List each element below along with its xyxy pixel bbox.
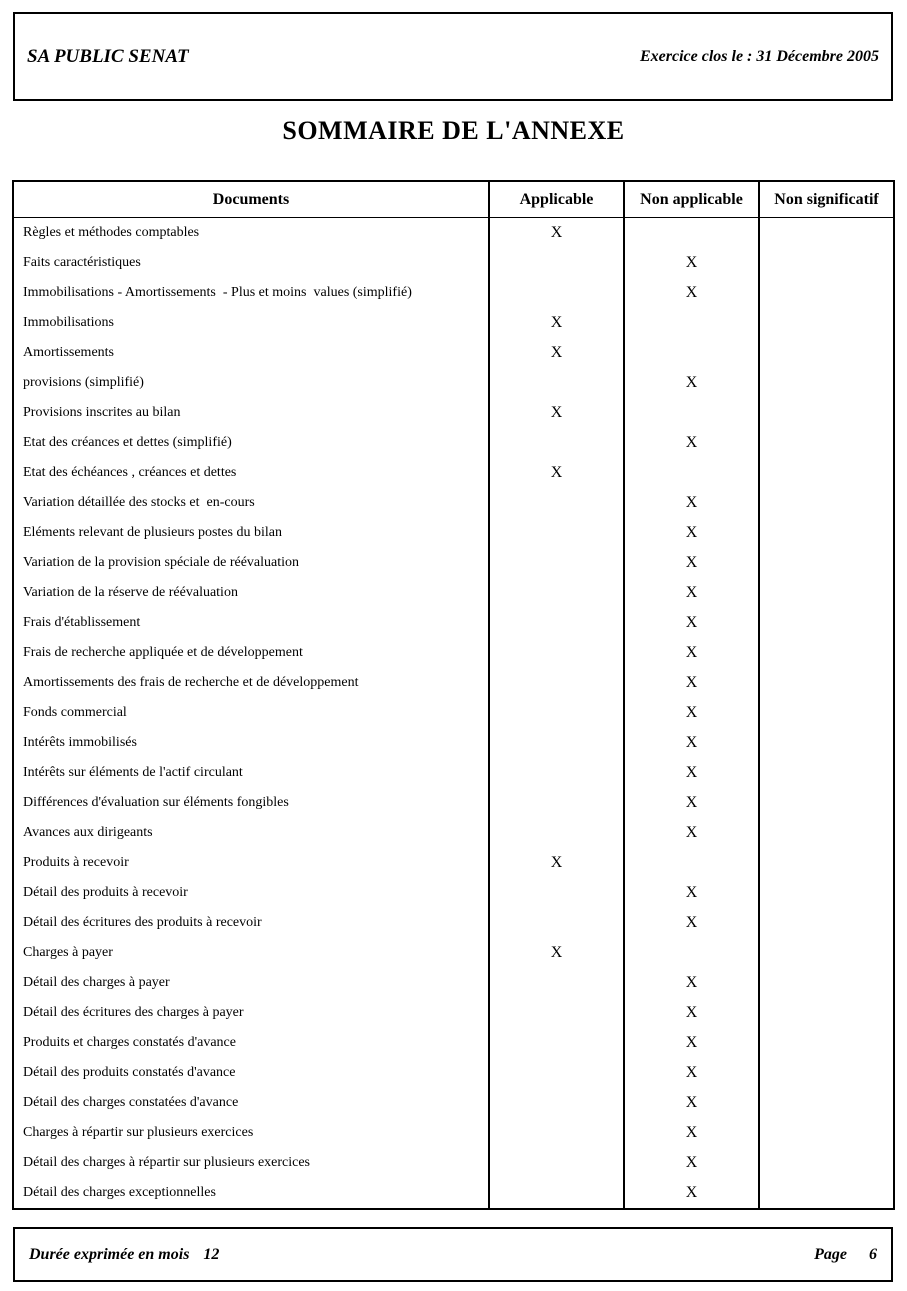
non-significatif-cell bbox=[759, 638, 894, 668]
duration-info bbox=[29, 1246, 219, 1264]
document-cell: Frais d'établissement bbox=[23, 615, 141, 630]
document-cell: Variation de la réserve de réévaluation bbox=[23, 585, 238, 600]
document-cell: Immobilisations bbox=[23, 315, 114, 330]
non-applicable-cell: X bbox=[624, 1178, 759, 1209]
applicable-cell bbox=[489, 1178, 624, 1209]
non-significatif-cell bbox=[759, 728, 894, 758]
applicable-cell bbox=[489, 818, 624, 848]
document-cell: Provisions inscrites au bilan bbox=[23, 405, 181, 420]
table-row bbox=[13, 428, 894, 458]
non-applicable-cell: X bbox=[624, 698, 759, 728]
non-applicable-cell: X bbox=[624, 788, 759, 818]
non-significatif-cell bbox=[759, 908, 894, 938]
duration-value: 12 bbox=[203, 1245, 220, 1263]
table-row bbox=[13, 1148, 894, 1178]
document-cell: Détail des écritures des charges à payer bbox=[23, 1005, 244, 1020]
non-applicable-cell bbox=[624, 848, 759, 878]
non-applicable-cell: X bbox=[624, 968, 759, 998]
summary-table bbox=[12, 180, 895, 1210]
table-row bbox=[13, 668, 894, 698]
applicable-cell bbox=[489, 488, 624, 518]
table-row bbox=[13, 248, 894, 278]
company-name: SA PUBLIC SENAT bbox=[27, 45, 189, 67]
non-applicable-cell: X bbox=[624, 1058, 759, 1088]
document-cell: Détail des charges à payer bbox=[23, 975, 170, 990]
non-significatif-cell bbox=[759, 428, 894, 458]
page-title: SOMMAIRE DE L'ANNEXE bbox=[282, 116, 625, 145]
non-applicable-cell: X bbox=[624, 578, 759, 608]
non-applicable-cell: X bbox=[624, 638, 759, 668]
non-significatif-cell bbox=[759, 758, 894, 788]
non-significatif-cell bbox=[759, 698, 894, 728]
non-applicable-cell: X bbox=[624, 518, 759, 548]
document-cell: Variation détaillée des stocks et en-cours bbox=[23, 495, 255, 510]
non-applicable-cell: X bbox=[624, 428, 759, 458]
document-cell: Détail des produits à recevoir bbox=[23, 885, 188, 900]
non-applicable-cell bbox=[624, 938, 759, 968]
non-applicable-cell: X bbox=[624, 368, 759, 398]
document-cell: Amortissements des frais de recherche et de développement bbox=[23, 675, 359, 690]
document-cell: Détail des écritures des produits à recevoir bbox=[23, 915, 262, 930]
document-cell: Fonds commercial bbox=[23, 705, 127, 720]
table-row bbox=[13, 338, 894, 368]
non-significatif-cell bbox=[759, 1178, 894, 1209]
non-applicable-cell: X bbox=[624, 248, 759, 278]
document-cell: Détail des charges exceptionnelles bbox=[23, 1185, 216, 1200]
table-row bbox=[13, 878, 894, 908]
applicable-cell bbox=[489, 998, 624, 1028]
document-cell: Etat des créances et dettes (simplifié) bbox=[23, 435, 232, 450]
document-cell: Frais de recherche appliquée et de développement bbox=[23, 645, 303, 660]
column-header-non-significatif: Non significatif bbox=[759, 181, 894, 218]
column-header-documents: Documents bbox=[13, 181, 489, 218]
non-applicable-cell: X bbox=[624, 908, 759, 938]
table-row bbox=[13, 278, 894, 308]
document-cell: Faits caractéristiques bbox=[23, 255, 141, 270]
non-significatif-cell bbox=[759, 608, 894, 638]
table-row bbox=[13, 398, 894, 428]
page-header bbox=[13, 12, 893, 101]
table-row bbox=[13, 818, 894, 848]
non-significatif-cell bbox=[759, 308, 894, 338]
applicable-cell bbox=[489, 758, 624, 788]
document-cell: Charges à payer bbox=[23, 945, 113, 960]
applicable-cell bbox=[489, 668, 624, 698]
table-row bbox=[13, 608, 894, 638]
applicable-cell bbox=[489, 638, 624, 668]
non-significatif-cell bbox=[759, 1118, 894, 1148]
applicable-cell bbox=[489, 368, 624, 398]
table-row bbox=[13, 578, 894, 608]
document-cell: Intérêts sur éléments de l'actif circulant bbox=[23, 765, 243, 780]
applicable-cell bbox=[489, 1088, 624, 1118]
non-significatif-cell bbox=[759, 1028, 894, 1058]
table-row bbox=[13, 1178, 894, 1209]
table-row bbox=[13, 1118, 894, 1148]
non-significatif-cell bbox=[759, 278, 894, 308]
non-significatif-cell bbox=[759, 578, 894, 608]
applicable-cell: X bbox=[489, 938, 624, 968]
applicable-cell bbox=[489, 788, 624, 818]
page-footer bbox=[13, 1227, 893, 1282]
applicable-cell: X bbox=[489, 848, 624, 878]
non-applicable-cell: X bbox=[624, 608, 759, 638]
document-cell: Eléments relevant de plusieurs postes du bilan bbox=[23, 525, 282, 540]
applicable-cell: X bbox=[489, 338, 624, 368]
non-significatif-cell bbox=[759, 818, 894, 848]
non-significatif-cell bbox=[759, 1148, 894, 1178]
table-row bbox=[13, 1088, 894, 1118]
non-significatif-cell bbox=[759, 518, 894, 548]
table-row bbox=[13, 698, 894, 728]
summary-table-container bbox=[12, 180, 893, 1210]
non-significatif-cell bbox=[759, 398, 894, 428]
non-significatif-cell bbox=[759, 548, 894, 578]
table-row bbox=[13, 548, 894, 578]
table-row bbox=[13, 848, 894, 878]
document-cell: Règles et méthodes comptables bbox=[23, 225, 200, 240]
table-row bbox=[13, 1058, 894, 1088]
non-applicable-cell bbox=[624, 308, 759, 338]
non-applicable-cell bbox=[624, 458, 759, 488]
applicable-cell bbox=[489, 428, 624, 458]
non-significatif-cell bbox=[759, 998, 894, 1028]
applicable-cell bbox=[489, 728, 624, 758]
table-row bbox=[13, 998, 894, 1028]
page-label: Page bbox=[814, 1245, 847, 1263]
non-applicable-cell: X bbox=[624, 1118, 759, 1148]
table-row bbox=[13, 788, 894, 818]
non-applicable-cell: X bbox=[624, 278, 759, 308]
exercise-close-date: Exercice clos le : 31 Décembre 2005 bbox=[639, 47, 879, 65]
applicable-cell: X bbox=[489, 458, 624, 488]
document-cell: Charges à répartir sur plusieurs exercices bbox=[23, 1125, 254, 1140]
applicable-cell bbox=[489, 608, 624, 638]
column-header-applicable: Applicable bbox=[489, 181, 624, 218]
document-cell: Détail des charges à répartir sur plusieurs exercices bbox=[23, 1155, 311, 1170]
non-applicable-cell: X bbox=[624, 668, 759, 698]
non-significatif-cell bbox=[759, 338, 894, 368]
applicable-cell bbox=[489, 968, 624, 998]
applicable-cell bbox=[489, 1058, 624, 1088]
document-cell: Produits et charges constatés d'avance bbox=[23, 1035, 236, 1050]
non-applicable-cell: X bbox=[624, 1148, 759, 1178]
document-cell: Amortissements bbox=[23, 345, 114, 360]
table-row bbox=[13, 938, 894, 968]
non-significatif-cell bbox=[759, 788, 894, 818]
non-applicable-cell: X bbox=[624, 998, 759, 1028]
table-row bbox=[13, 458, 894, 488]
non-significatif-cell bbox=[759, 458, 894, 488]
table-row bbox=[13, 728, 894, 758]
non-significatif-cell bbox=[759, 878, 894, 908]
applicable-cell: X bbox=[489, 218, 624, 249]
non-significatif-cell bbox=[759, 218, 894, 249]
applicable-cell: X bbox=[489, 398, 624, 428]
table-row bbox=[13, 308, 894, 338]
applicable-cell bbox=[489, 878, 624, 908]
applicable-cell bbox=[489, 518, 624, 548]
applicable-cell bbox=[489, 698, 624, 728]
document-cell: Différences d'évaluation sur éléments fongibles bbox=[23, 795, 289, 810]
non-significatif-cell bbox=[759, 668, 894, 698]
table-row bbox=[13, 368, 894, 398]
non-significatif-cell bbox=[759, 968, 894, 998]
page-number: 6 bbox=[869, 1245, 877, 1263]
document-cell: Produits à recevoir bbox=[23, 855, 129, 870]
non-applicable-cell: X bbox=[624, 878, 759, 908]
non-applicable-cell bbox=[624, 218, 759, 249]
non-applicable-cell: X bbox=[624, 758, 759, 788]
table-row bbox=[13, 218, 894, 249]
page-info bbox=[814, 1246, 877, 1264]
table-row bbox=[13, 908, 894, 938]
non-applicable-cell: X bbox=[624, 1028, 759, 1058]
non-significatif-cell bbox=[759, 488, 894, 518]
applicable-cell bbox=[489, 578, 624, 608]
non-applicable-cell bbox=[624, 398, 759, 428]
document-cell: Détail des produits constatés d'avance bbox=[23, 1065, 236, 1080]
applicable-cell: X bbox=[489, 308, 624, 338]
applicable-cell bbox=[489, 1118, 624, 1148]
non-applicable-cell: X bbox=[624, 488, 759, 518]
table-row bbox=[13, 638, 894, 668]
document-cell: Intérêts immobilisés bbox=[23, 735, 137, 750]
applicable-cell bbox=[489, 908, 624, 938]
column-header-non-applicable: Non applicable bbox=[624, 181, 759, 218]
non-significatif-cell bbox=[759, 368, 894, 398]
duration-label: Durée exprimée en mois bbox=[29, 1245, 190, 1263]
document-cell: provisions (simplifié) bbox=[23, 375, 144, 390]
non-applicable-cell bbox=[624, 338, 759, 368]
table-row bbox=[13, 758, 894, 788]
non-applicable-cell: X bbox=[624, 548, 759, 578]
non-significatif-cell bbox=[759, 1058, 894, 1088]
non-significatif-cell bbox=[759, 248, 894, 278]
non-applicable-cell: X bbox=[624, 1088, 759, 1118]
applicable-cell bbox=[489, 248, 624, 278]
applicable-cell bbox=[489, 1028, 624, 1058]
document-cell: Avances aux dirigeants bbox=[23, 825, 153, 840]
non-significatif-cell bbox=[759, 1088, 894, 1118]
document-cell: Détail des charges constatées d'avance bbox=[23, 1095, 239, 1110]
document-cell: Immobilisations - Amortissements - Plus et moins values (simplifié) bbox=[23, 285, 412, 300]
non-applicable-cell: X bbox=[624, 728, 759, 758]
applicable-cell bbox=[489, 1148, 624, 1178]
table-header-row bbox=[13, 181, 894, 218]
summary-table-body bbox=[13, 218, 894, 1210]
applicable-cell bbox=[489, 548, 624, 578]
document-cell: Etat des échéances , créances et dettes bbox=[23, 465, 237, 480]
non-significatif-cell bbox=[759, 938, 894, 968]
table-row bbox=[13, 1028, 894, 1058]
table-row bbox=[13, 968, 894, 998]
non-significatif-cell bbox=[759, 848, 894, 878]
table-row bbox=[13, 518, 894, 548]
document-cell: Variation de la provision spéciale de réévaluation bbox=[23, 555, 300, 570]
table-row bbox=[13, 488, 894, 518]
non-applicable-cell: X bbox=[624, 818, 759, 848]
applicable-cell bbox=[489, 278, 624, 308]
